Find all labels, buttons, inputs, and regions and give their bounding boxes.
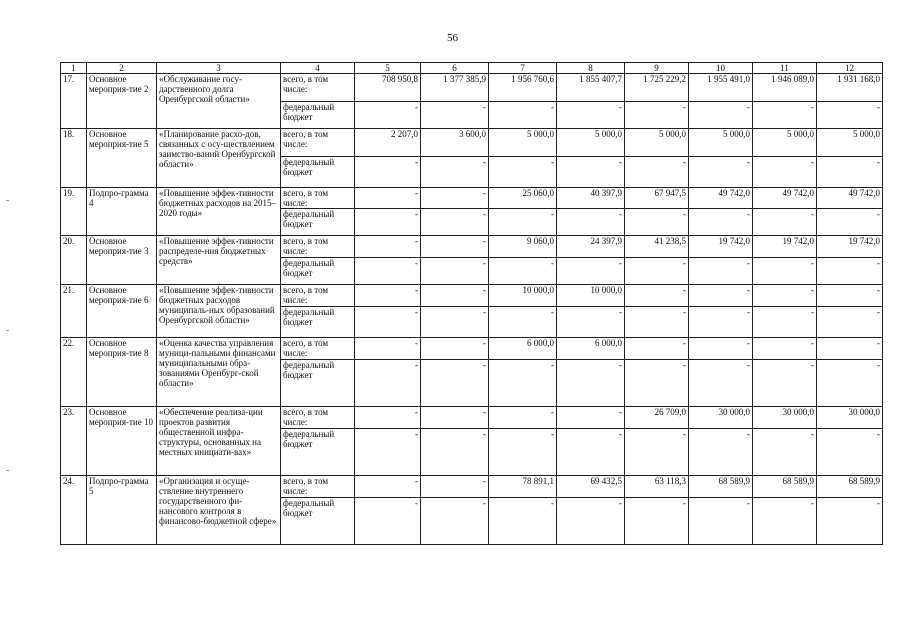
table-cell: -: [421, 429, 489, 476]
table-cell: 2 207,0: [355, 129, 421, 157]
table-cell: 78 891,1: [489, 476, 557, 498]
table-cell: -: [625, 429, 689, 476]
column-header: 11: [753, 63, 817, 74]
table-cell: Основное мероприя-тие 6: [87, 285, 157, 338]
table-cell: -: [421, 360, 489, 407]
table-cell: -: [817, 498, 883, 545]
table-cell: -: [817, 209, 883, 236]
column-header: 9: [625, 63, 689, 74]
table-cell: -: [557, 209, 625, 236]
table-cell: -: [355, 258, 421, 285]
table-cell: «Организация и осуще-ствление внутреннего государственного фи-нансового контроля в финансово-бюджетной сфере»: [157, 476, 281, 545]
table-cell: «Повышение эффек-тивности распределе-ния бюджетных средств»: [157, 236, 281, 285]
table-row: [61, 476, 883, 498]
table-row: [61, 236, 883, 258]
table-cell: -: [817, 338, 883, 360]
table-cell: 24 397,9: [557, 236, 625, 258]
column-header: 6: [421, 63, 489, 74]
table-cell: «Обеспечение реализа-ции проектов развития общественной инфра-структуры, основанных на местных инициати-вах»: [157, 407, 281, 476]
table-cell: 69 432,5: [557, 476, 625, 498]
table-cell: -: [625, 338, 689, 360]
table-cell: -: [817, 285, 883, 307]
table-row: [61, 407, 883, 429]
table-cell: Подпро-грамма 4: [87, 188, 157, 236]
table-cell: -: [753, 102, 817, 129]
table-cell: -: [489, 407, 557, 429]
table-cell: -: [421, 157, 489, 188]
table-cell: всего, в том числе:: [281, 338, 355, 360]
table-row: [61, 338, 883, 360]
table-cell: Основное мероприя-тие 8: [87, 338, 157, 407]
table-cell: 5 000,0: [489, 129, 557, 157]
table-cell: -: [753, 209, 817, 236]
table-cell: 21.: [61, 285, 87, 338]
table-cell: 30 000,0: [817, 407, 883, 429]
table-cell: -: [689, 209, 753, 236]
table-cell: -: [489, 102, 557, 129]
table-cell: -: [421, 102, 489, 129]
table-cell: 49 742,0: [689, 188, 753, 209]
table-cell: 25 060,0: [489, 188, 557, 209]
table-cell: -: [817, 307, 883, 338]
table-cell: -: [355, 307, 421, 338]
margin-mark: [6, 470, 9, 471]
table-cell: «Оценка качества управления муници-пальными финансами муниципальными обра-зованиями Оренбург-ской области»: [157, 338, 281, 407]
table-cell: 5 000,0: [557, 129, 625, 157]
table-cell: -: [355, 476, 421, 498]
table-cell: 30 000,0: [689, 407, 753, 429]
table-cell: -: [753, 338, 817, 360]
table-cell: 3 600,0: [421, 129, 489, 157]
table-cell: -: [355, 157, 421, 188]
table-cell: 19 742,0: [753, 236, 817, 258]
table-cell: всего, в том числе:: [281, 285, 355, 307]
table-cell: 68 589,9: [753, 476, 817, 498]
table-cell: 1 377 385,9: [421, 74, 489, 102]
table-cell: -: [753, 157, 817, 188]
table-cell: федеральный бюджет: [281, 102, 355, 129]
table-cell: -: [421, 209, 489, 236]
table-cell: -: [557, 498, 625, 545]
table-cell: 22.: [61, 338, 87, 407]
table-cell: -: [489, 360, 557, 407]
table-cell: 1 725 229,2: [625, 74, 689, 102]
table-cell: -: [625, 285, 689, 307]
table-cell: -: [753, 307, 817, 338]
table-cell: -: [689, 258, 753, 285]
table-cell: 18.: [61, 129, 87, 188]
table-cell: -: [355, 338, 421, 360]
table-cell: -: [355, 360, 421, 407]
table-cell: -: [489, 258, 557, 285]
table-cell: 40 397,9: [557, 188, 625, 209]
table-cell: -: [689, 360, 753, 407]
table-cell: -: [355, 236, 421, 258]
table-cell: 20.: [61, 236, 87, 285]
table-cell: -: [625, 157, 689, 188]
table-cell: «Обслуживание госу-дарственного долга Оренбургской области»: [157, 74, 281, 129]
table-cell: 6 000,0: [489, 338, 557, 360]
table-cell: 10 000,0: [489, 285, 557, 307]
table-row: [61, 188, 883, 209]
table-cell: -: [355, 188, 421, 209]
table-cell: Основное мероприя-тие 5: [87, 129, 157, 188]
table-cell: -: [355, 429, 421, 476]
table-cell: 9 060,0: [489, 236, 557, 258]
table-row: [61, 285, 883, 307]
budget-table: [60, 62, 883, 545]
table-cell: Подпро-грамма 5: [87, 476, 157, 545]
table-cell: -: [421, 476, 489, 498]
table-cell: -: [817, 429, 883, 476]
table-cell: Основное мероприя-тие 10: [87, 407, 157, 476]
table-cell: 68 589,9: [689, 476, 753, 498]
table-cell: 1 855 407,7: [557, 74, 625, 102]
column-header: 3: [157, 63, 281, 74]
table-row: [61, 129, 883, 157]
table-cell: -: [355, 498, 421, 545]
table-cell: -: [421, 338, 489, 360]
header-row: [61, 63, 883, 74]
table-cell: всего, в том числе:: [281, 188, 355, 209]
table-cell: 17.: [61, 74, 87, 129]
column-header: 1: [61, 63, 87, 74]
table-cell: 5 000,0: [753, 129, 817, 157]
table-cell: всего, в том числе:: [281, 236, 355, 258]
column-header: 7: [489, 63, 557, 74]
table-cell: -: [421, 285, 489, 307]
margin-mark: [6, 200, 9, 201]
table-cell: «Планирование расхо-дов, связанных с осу-ществлением заимство-ваний Оренбургской области»: [157, 129, 281, 188]
table-cell: «Повышение эффек-тивности бюджетных расходов муниципаль-ных образований Оренбургской области»: [157, 285, 281, 338]
table-cell: 68 589,9: [817, 476, 883, 498]
table-cell: -: [557, 307, 625, 338]
table-cell: -: [557, 360, 625, 407]
table-cell: -: [753, 285, 817, 307]
table-cell: 708 950,8: [355, 74, 421, 102]
table-cell: -: [689, 498, 753, 545]
table-cell: всего, в том числе:: [281, 407, 355, 429]
table-cell: -: [753, 360, 817, 407]
table-cell: -: [817, 102, 883, 129]
column-header: 10: [689, 63, 753, 74]
table-cell: всего, в том числе:: [281, 74, 355, 102]
table-cell: -: [421, 307, 489, 338]
column-header: 8: [557, 63, 625, 74]
table-cell: 67 947,5: [625, 188, 689, 209]
table-cell: 19 742,0: [689, 236, 753, 258]
table-cell: -: [355, 407, 421, 429]
column-header: 2: [87, 63, 157, 74]
table-cell: -: [421, 236, 489, 258]
table-cell: 63 118,3: [625, 476, 689, 498]
table-cell: федеральный бюджет: [281, 498, 355, 545]
table-cell: -: [689, 285, 753, 307]
table-cell: всего, в том числе:: [281, 129, 355, 157]
table-cell: -: [557, 157, 625, 188]
table-cell: -: [817, 258, 883, 285]
table-cell: -: [557, 407, 625, 429]
table-cell: 19.: [61, 188, 87, 236]
table-cell: -: [625, 360, 689, 407]
table-cell: всего, в том числе:: [281, 476, 355, 498]
table-cell: 1 955 491,0: [689, 74, 753, 102]
table-cell: 10 000,0: [557, 285, 625, 307]
column-header: 12: [817, 63, 883, 74]
column-header: 4: [281, 63, 355, 74]
table-cell: -: [489, 429, 557, 476]
table-cell: -: [817, 360, 883, 407]
table-cell: -: [689, 102, 753, 129]
table-cell: 1 946 089,0: [753, 74, 817, 102]
table-cell: 41 238,5: [625, 236, 689, 258]
table-cell: федеральный бюджет: [281, 157, 355, 188]
table-cell: 5 000,0: [817, 129, 883, 157]
table-cell: 30 000,0: [753, 407, 817, 429]
table-cell: -: [689, 157, 753, 188]
table-cell: Основное мероприя-тие 2: [87, 74, 157, 129]
table-cell: -: [625, 498, 689, 545]
table-cell: 6 000,0: [557, 338, 625, 360]
table-cell: 49 742,0: [817, 188, 883, 209]
table-cell: 1 956 760,6: [489, 74, 557, 102]
table-cell: 5 000,0: [625, 129, 689, 157]
table-cell: -: [817, 157, 883, 188]
table-cell: федеральный бюджет: [281, 429, 355, 476]
table-cell: -: [689, 338, 753, 360]
table-cell: -: [489, 209, 557, 236]
table-cell: федеральный бюджет: [281, 360, 355, 407]
table-cell: -: [753, 498, 817, 545]
table-cell: -: [355, 102, 421, 129]
table-cell: Основное мероприя-тие 3: [87, 236, 157, 285]
table-cell: -: [489, 157, 557, 188]
table-cell: -: [355, 285, 421, 307]
table-cell: 23.: [61, 407, 87, 476]
table-cell: -: [557, 258, 625, 285]
table-cell: -: [753, 258, 817, 285]
table-cell: -: [753, 429, 817, 476]
column-header: 5: [355, 63, 421, 74]
table-cell: -: [557, 429, 625, 476]
table-cell: -: [421, 188, 489, 209]
table-cell: -: [689, 429, 753, 476]
table-cell: -: [625, 209, 689, 236]
table-cell: 5 000,0: [689, 129, 753, 157]
table-cell: 49 742,0: [753, 188, 817, 209]
table-body: [61, 74, 883, 545]
table-cell: -: [421, 258, 489, 285]
table-row: [61, 74, 883, 102]
table-cell: 24.: [61, 476, 87, 545]
table-cell: -: [625, 307, 689, 338]
table-cell: -: [625, 258, 689, 285]
table-cell: -: [557, 102, 625, 129]
table-cell: федеральный бюджет: [281, 307, 355, 338]
table-cell: «Повышение эффек-тивности бюджетных расходов на 2015–2020 годы»: [157, 188, 281, 236]
margin-mark: [6, 330, 9, 331]
table-cell: -: [489, 307, 557, 338]
table-cell: -: [625, 102, 689, 129]
table-cell: 1 931 168,0: [817, 74, 883, 102]
table-cell: федеральный бюджет: [281, 258, 355, 285]
table-cell: -: [421, 407, 489, 429]
table-cell: -: [689, 307, 753, 338]
table-cell: федеральный бюджет: [281, 209, 355, 236]
table-cell: 26 709,0: [625, 407, 689, 429]
table-cell: -: [421, 498, 489, 545]
table-cell: -: [355, 209, 421, 236]
page-number: 56: [447, 32, 458, 44]
table-cell: -: [489, 498, 557, 545]
table-cell: 19 742,0: [817, 236, 883, 258]
